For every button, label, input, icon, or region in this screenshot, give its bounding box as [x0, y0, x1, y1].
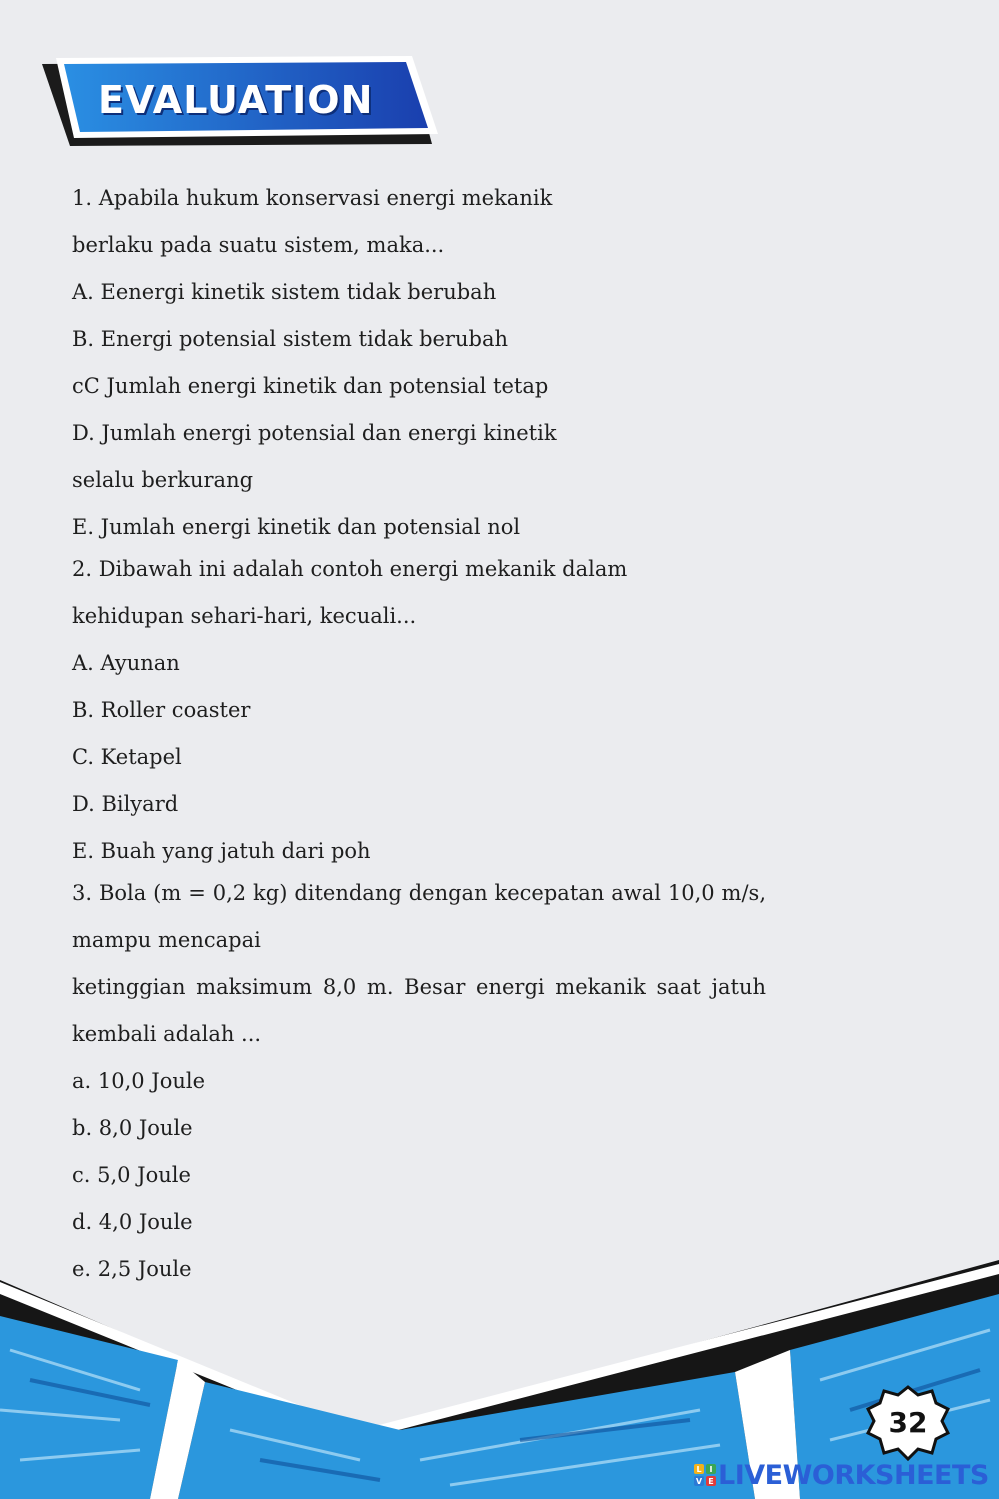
brand-name: LIVEWORKSHEETS — [718, 1459, 989, 1491]
question-1-option-b: B. Energi potensial sistem tidak berubah — [72, 327, 508, 351]
question-2-stem: 2. Dibawah ini adalah contoh energi mekanik dalam — [72, 557, 628, 581]
logo-letter: L — [696, 1465, 702, 1474]
question-3-stem: 3. Bola (m = 0,2 kg) ditendang dengan kecepatan awal 10,0 m/s, — [72, 881, 766, 905]
question-1-option-c: cC Jumlah energi kinetik dan potensial tetap — [72, 374, 549, 398]
question-1 — [72, 180, 766, 551]
question-1-option-d: D. Jumlah energi potensial dan energi kinetik — [72, 421, 557, 445]
liveworksheets-watermark — [694, 1458, 989, 1492]
question-3-option-c: c. 5,0 Joule — [72, 1163, 191, 1187]
logo-letter: V — [695, 1477, 703, 1486]
question-1-option-e: E. Jumlah energi kinetik dan potensial nol — [72, 515, 521, 539]
question-3-option-a: a. 10,0 Joule — [72, 1069, 206, 1093]
question-2-option-a: A. Ayunan — [72, 651, 180, 675]
question-1-option-a: A. Eenergi kinetik sistem tidak berubah — [72, 280, 497, 304]
question-1-stem: berlaku pada suatu sistem, maka... — [72, 233, 445, 257]
page-number: 32 — [888, 1406, 928, 1439]
question-list — [72, 180, 766, 1298]
question-2-option-e: E. Buah yang jatuh dari poh — [72, 839, 371, 863]
question-3-option-b: b. 8,0 Joule — [72, 1116, 193, 1140]
page-title: EVALUATION — [98, 78, 374, 122]
question-3-option-e: e. 2,5 Joule — [72, 1257, 192, 1281]
question-3-stem: kembali adalah ... — [72, 1022, 262, 1046]
question-3-stem: ketinggian maksimum 8,0 m. Besar energi mekanik saat jatuh — [72, 975, 766, 999]
question-3-option-d: d. 4,0 Joule — [72, 1210, 193, 1234]
evaluation-banner — [40, 52, 450, 152]
question-2-option-b: B. Roller coaster — [72, 698, 251, 722]
question-2 — [72, 551, 766, 875]
question-1-option-d-cont: selalu berkurang — [72, 468, 254, 492]
logo-letter: E — [708, 1477, 714, 1486]
liveworksheets-logo-icon — [694, 1464, 716, 1486]
question-2-option-c: C. Ketapel — [72, 745, 182, 769]
logo-letter: I — [709, 1465, 713, 1474]
question-2-option-d: D. Bilyard — [72, 792, 179, 816]
question-2-stem: kehidupan sehari-hari, kecuali... — [72, 604, 417, 628]
page-number-badge — [866, 1385, 950, 1461]
question-1-stem: 1. Apabila hukum konservasi energi mekanik — [72, 186, 553, 210]
question-3-stem: mampu mencapai — [72, 928, 261, 952]
question-3 — [72, 875, 766, 1298]
